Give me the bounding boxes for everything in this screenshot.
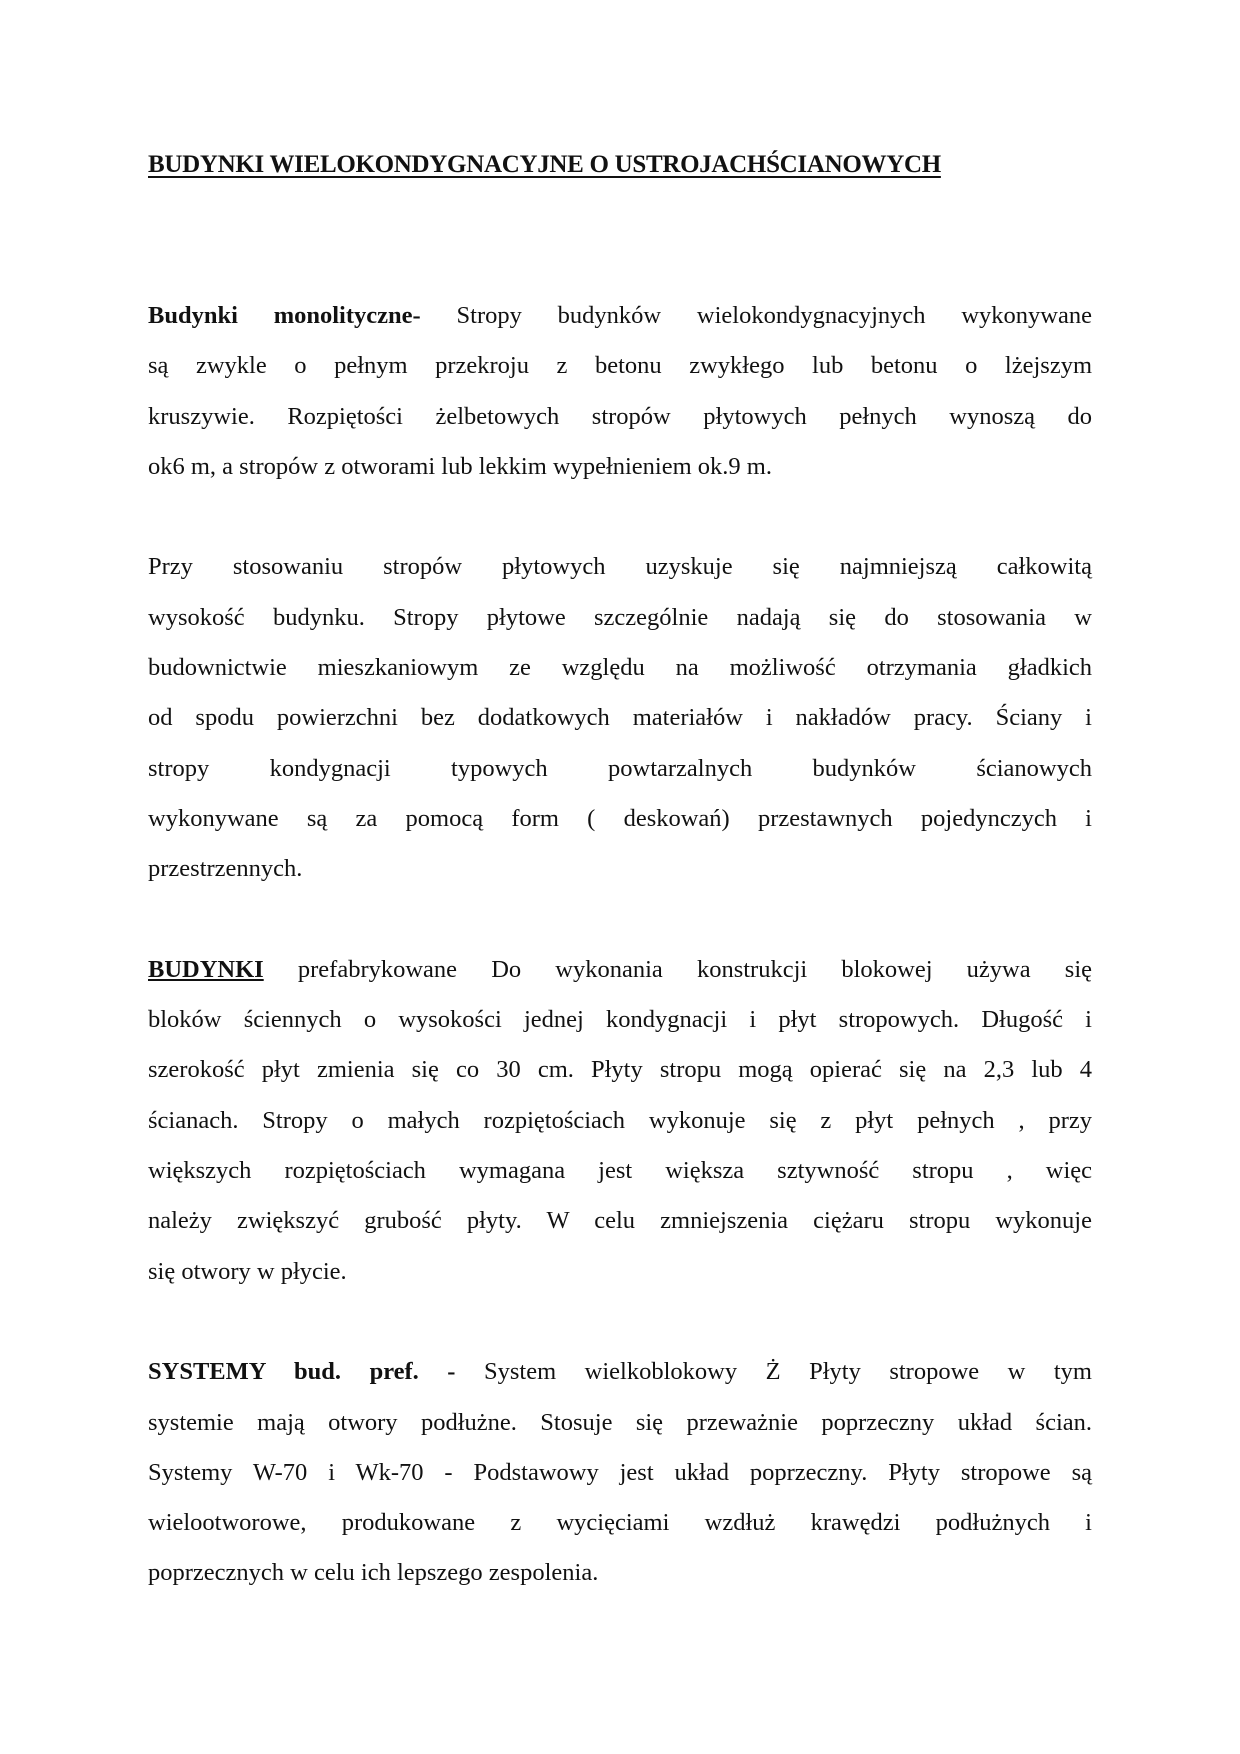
line-text: ok6 m, a stropów z otworami lub lekkim wypełnieniem ok.9 m.	[148, 452, 772, 480]
paragraph	[148, 1347, 1092, 1598]
text-line	[148, 693, 1092, 743]
line-text: wykonywane są za pomocą form ( deskowań) przestawnych pojedynczych i	[148, 804, 1092, 832]
paragraph-lead: SYSTEMY bud. pref. -	[148, 1358, 456, 1386]
paragraph	[148, 291, 1092, 492]
text-line	[148, 844, 1092, 894]
line-text: poprzecznych w celu ich lepszego zespolenia.	[148, 1559, 599, 1587]
text-line	[148, 593, 1092, 643]
text-line	[148, 1398, 1092, 1448]
text-line	[148, 945, 1092, 995]
paragraph-lead: BUDYNKI	[148, 955, 264, 983]
paragraph	[148, 542, 1092, 894]
line-text: ścianach. Stropy o małych rozpiętościach wykonuje się z płyt pełnych , przy	[148, 1106, 1092, 1134]
text-line	[148, 1096, 1092, 1146]
paragraph	[148, 945, 1092, 1297]
document-body	[148, 291, 1092, 1649]
text-line	[148, 392, 1092, 442]
line-text: Stropy budynków wielokondygnacyjnych wykonywane	[420, 302, 1092, 329]
text-line	[148, 442, 1092, 492]
text-line	[148, 542, 1092, 592]
document-title: BUDYNKI WIELOKONDYGNACYJNE O USTROJACHŚCIANOWYCH	[148, 151, 941, 178]
line-text: należy zwiększyć grubość płyty. W celu zmniejszenia ciężaru stropu wykonuje	[148, 1207, 1092, 1235]
paragraph-lead: Budynki monolityczne-	[148, 302, 421, 329]
line-text: wysokość budynku. Stropy płytowe szczególnie nadają się do stosowania w	[148, 603, 1092, 631]
line-text: bloków ściennych o wysokości jednej kondygnacji i płyt stropowych. Długość i	[148, 1006, 1092, 1034]
line-text: od spodu powierzchni bez dodatkowych materiałów i nakładów pracy. Ściany i	[148, 704, 1092, 732]
line-text: Przy stosowaniu stropów płytowych uzyskuje się najmniejszą całkowitą	[148, 553, 1092, 581]
line-text: przestrzennych.	[148, 855, 303, 883]
text-line	[148, 1045, 1092, 1095]
line-text: wielootworowe, produkowane z wycięciami wzdłuż krawędzi podłużnych i	[148, 1509, 1092, 1537]
line-text: Systemy W-70 i Wk-70 - Podstawowy jest układ poprzeczny. Płyty stropowe są	[148, 1458, 1092, 1486]
text-line	[148, 291, 1092, 341]
line-text: System wielkoblokowy Ż Płyty stropowe w tym	[455, 1358, 1092, 1386]
text-line	[148, 1498, 1092, 1548]
line-text: szerokość płyt zmienia się co 30 cm. Płyty stropu mogą opierać się na 2,3 lub 4	[148, 1056, 1092, 1084]
line-text: są zwykle o pełnym przekroju z betonu zwykłego lub betonu o lżejszym	[148, 352, 1092, 380]
text-line	[148, 1247, 1092, 1297]
line-text: się otwory w płycie.	[148, 1257, 347, 1285]
line-text: prefabrykowane Do wykonania konstrukcji blokowej używa się	[263, 955, 1092, 983]
text-line	[148, 1146, 1092, 1196]
line-text: większych rozpiętościach wymagana jest większa sztywność stropu , więc	[148, 1157, 1092, 1185]
line-text: systemie mają otwory podłużne. Stosuje się przeważnie poprzeczny układ ścian.	[148, 1408, 1092, 1436]
text-line	[148, 1347, 1092, 1397]
text-line	[148, 1196, 1092, 1246]
text-line	[148, 1548, 1092, 1598]
text-line	[148, 744, 1092, 794]
line-text: budownictwie mieszkaniowym ze względu na możliwość otrzymania gładkich	[148, 654, 1092, 682]
text-line	[148, 995, 1092, 1045]
text-line	[148, 1448, 1092, 1498]
line-text: stropy kondygnacji typowych powtarzalnych budynków ścianowych	[148, 754, 1092, 782]
line-text: kruszywie. Rozpiętości żelbetowych stropów płytowych pełnych wynoszą do	[148, 402, 1092, 430]
text-line	[148, 341, 1092, 391]
text-line	[148, 794, 1092, 844]
text-line	[148, 643, 1092, 693]
